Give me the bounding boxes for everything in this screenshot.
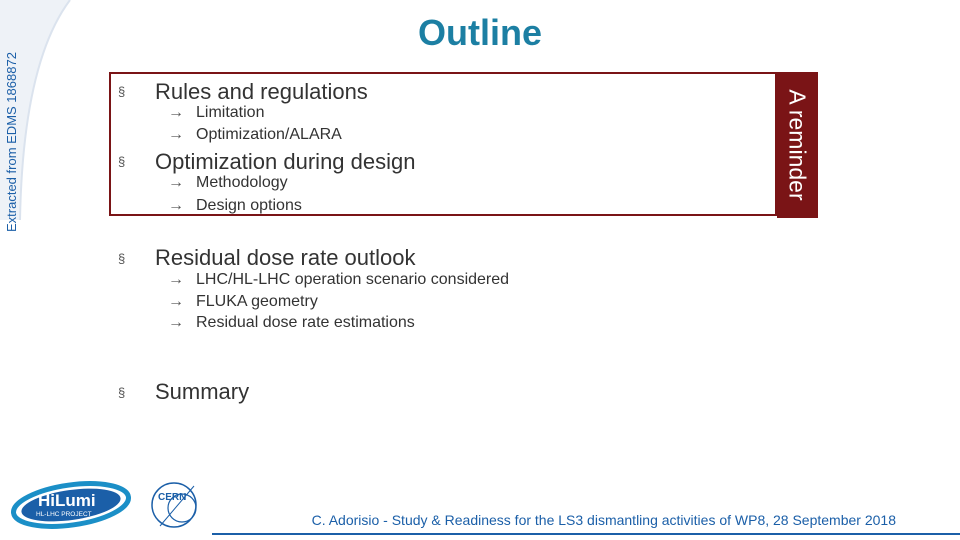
subitem-fluka-geometry: → FLUKA geometry	[168, 293, 318, 310]
subitem-optimization-alara: → Optimization/ALARA	[168, 126, 342, 143]
arrow-icon: →	[168, 174, 184, 191]
arrow-icon: →	[168, 271, 184, 288]
bullet-icon: §	[118, 154, 126, 169]
subitem-design-options: → Design options	[168, 197, 302, 214]
arrow-icon: →	[168, 314, 184, 331]
hilumi-logo	[10, 478, 132, 532]
arrow-icon: →	[168, 104, 184, 121]
svg-text:CERN: CERN	[158, 492, 187, 503]
outline-item-summary: Summary	[155, 379, 250, 404]
subitem-dose-estimations: → Residual dose rate estimations	[168, 314, 415, 331]
page-title: Outline	[418, 12, 542, 53]
svg-text:HiLumi: HiLumi	[38, 491, 96, 510]
subitem-operation-scenario: → LHC/HL-LHC operation scenario considered	[168, 271, 510, 288]
footer-divider	[212, 533, 960, 535]
outline-item-rules: Rules and regulations	[155, 79, 368, 104]
arrow-icon: →	[168, 197, 184, 214]
outline-item-optimization: Optimization during design	[155, 149, 416, 174]
arrow-icon: →	[168, 126, 184, 143]
arrow-icon: →	[168, 293, 184, 310]
bullet-icon: §	[118, 251, 126, 266]
svg-text:HL-LHC PROJECT: HL-LHC PROJECT	[36, 511, 92, 518]
reminder-label: A reminder	[784, 89, 811, 201]
outline-item-residual-dose: Residual dose rate outlook	[155, 245, 416, 270]
bullet-icon: §	[118, 385, 126, 400]
subitem-limitation: → Limitation	[168, 104, 265, 121]
reminder-tab	[777, 72, 818, 218]
cern-logo	[150, 478, 202, 532]
footer-credit: C. Adorisio - Study & Readiness for the LS3 dismantling activities of WP8, 28 September 2018	[311, 512, 896, 528]
bullet-icon: §	[118, 84, 126, 99]
edms-watermark: Extracted from EDMS 1868872	[4, 52, 19, 232]
subitem-methodology: → Methodology	[168, 174, 288, 191]
